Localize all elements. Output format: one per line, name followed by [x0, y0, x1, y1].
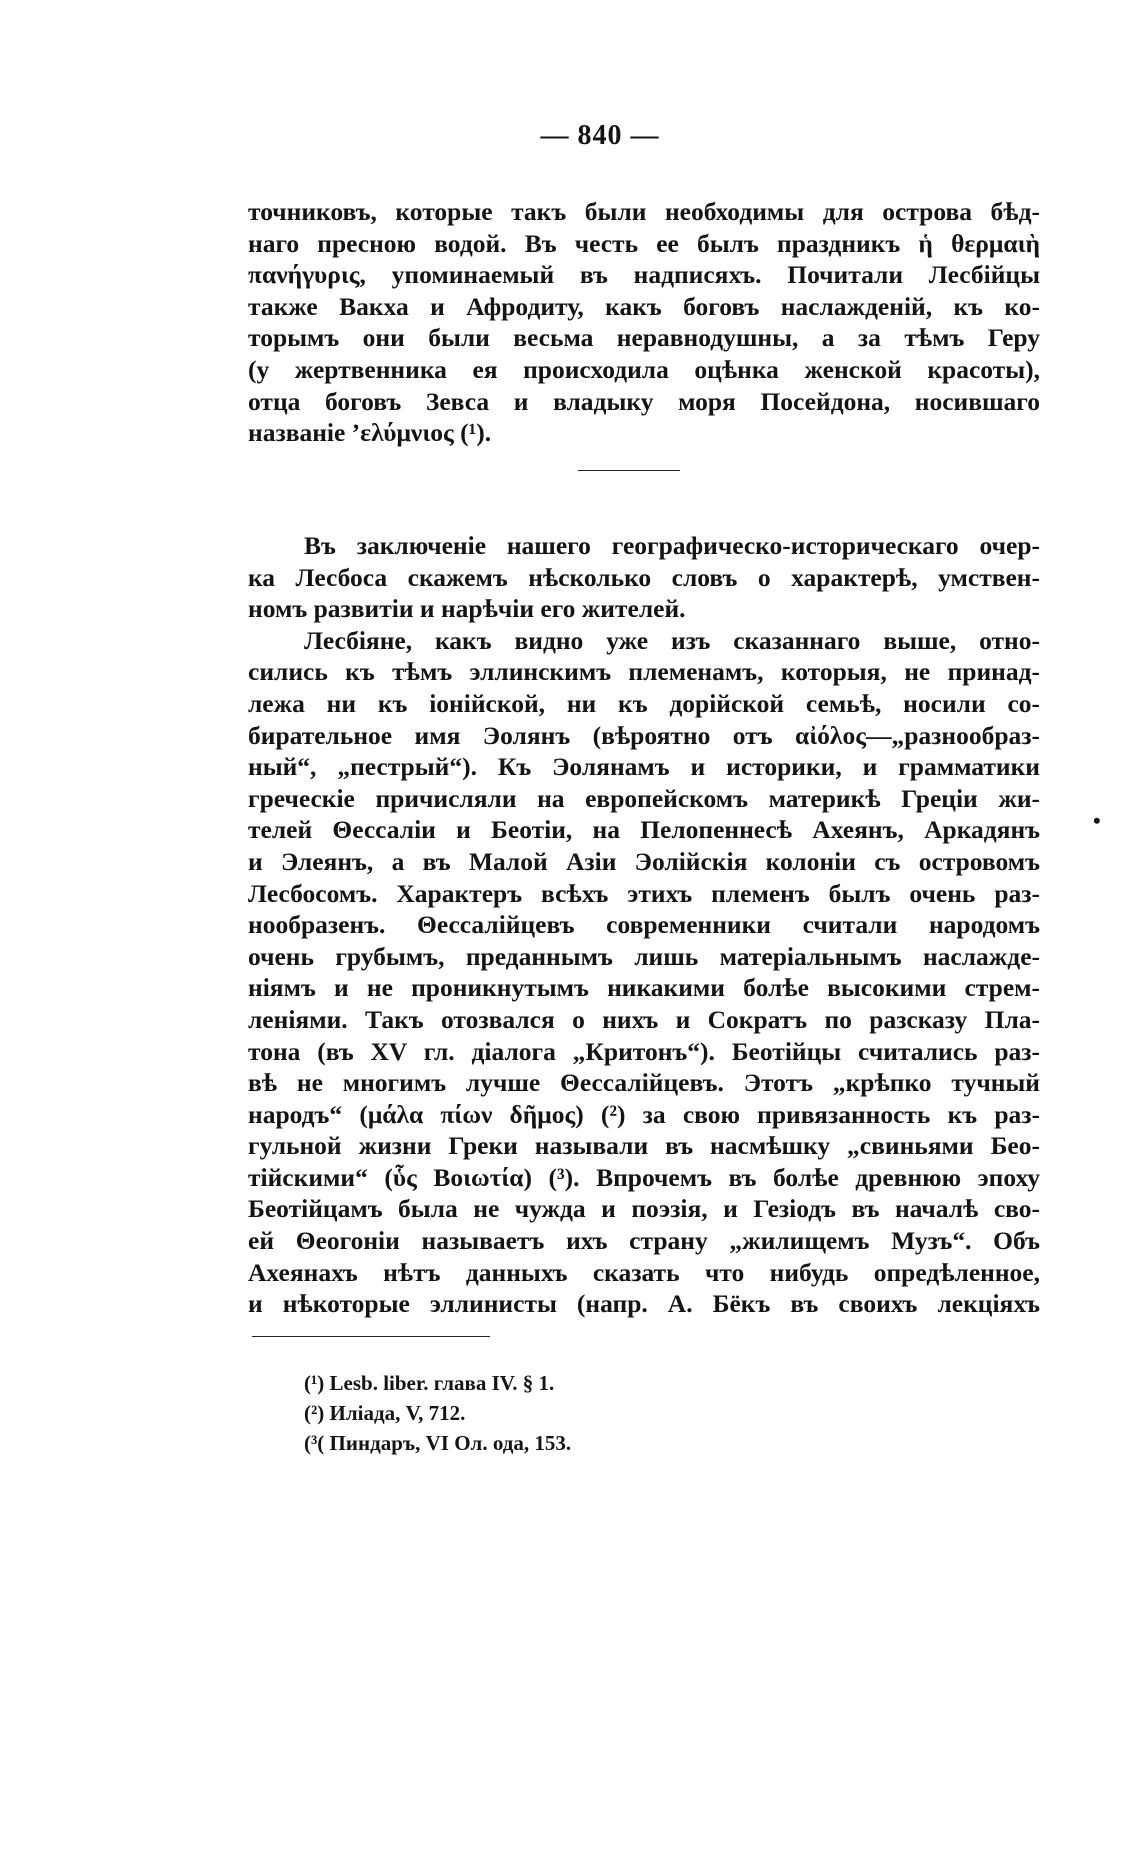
- paragraph-conclusion: [248, 530, 1040, 1320]
- text-line: сились къ тѣмъ эллинскимъ племенамъ, которыя, не принад-: [248, 657, 1040, 687]
- footnote: (²) Иліада, V, 712.: [304, 1401, 466, 1425]
- text-line: лежа ни къ іонійской, ни къ дорійской семьѣ, носили со-: [248, 688, 1040, 718]
- footnote: (¹) Lesb. liber. глава IV. § 1.: [304, 1371, 555, 1395]
- text-line: Лесбосомъ. Характеръ всѣхъ этихъ племенъ былъ очень раз-: [248, 878, 1040, 908]
- text-line: вѣ не многимъ лучше Θессалійцевъ. Этотъ „крѣпко тучный: [248, 1068, 1040, 1098]
- text-line: телей Θессаліи и Беотіи, на Пелопеннесѣ Ахеянъ, Аркадянъ: [248, 815, 1040, 845]
- text-line: торымъ они были весьма неравнодушны, а за тѣмъ Геру: [248, 323, 1040, 353]
- text-line: и нѣкоторые эллинисты (напр. А. Бёкъ въ своихъ лекціяхъ: [248, 1289, 1040, 1319]
- paragraph-continued: [248, 196, 1040, 449]
- text-line: леніями. Такъ отозвался о нихъ и Сократъ по разсказу Пла-: [248, 1004, 1040, 1034]
- section-separator: [578, 470, 680, 471]
- footnote-rule: [252, 1336, 490, 1337]
- footnote: (³( Пиндаръ, VI Ол. ода, 153.: [304, 1431, 572, 1455]
- text-line: ка Лесбоса скажемъ нѣсколько словъ о характерѣ, умствен-: [248, 562, 1040, 592]
- text-line: Беотійцамъ была не чужда и поэзія, и Гезіодъ въ началѣ сво-: [248, 1194, 1040, 1224]
- text-line: (у жертвенника ея происходила оцѣнка женской красоты),: [248, 354, 1040, 384]
- text-line: точниковъ, которые такъ были необходимы для острова бѣд-: [248, 197, 1040, 226]
- text-line: Въ заключеніе нашего географическо-историческаго очер-: [304, 531, 1040, 560]
- text-line: наго пресною водой. Въ честь ее былъ праздникъ ἡ θερμαιὴ: [248, 228, 1040, 258]
- text-line: отца боговъ Зевса и владыку моря Посейдона, носившаго: [248, 386, 1040, 416]
- text-line: также Вакха и Афродиту, какъ боговъ наслажденій, къ ко-: [248, 291, 1040, 321]
- text-line: ніямъ и не проникнутымъ никакими болѣе высокими стрем-: [248, 973, 1040, 1003]
- text-line: бирательное имя Эолянъ (вѣроятно отъ αἰόλος—„разнообраз-: [248, 720, 1040, 750]
- text-line: тійскими“ (ὗς Βοιωτία) (³). Впрочемъ въ болѣе древнюю эпоху: [248, 1162, 1040, 1192]
- text-line: Ахеянахъ нѣтъ данныхъ сказать что нибудь опредѣленное,: [248, 1257, 1040, 1287]
- text-line: ей Θеогоніи называетъ ихъ страну „жилищемъ Музъ“. Объ: [248, 1226, 1040, 1256]
- text-line: названіе ’ελύμνιος (¹).: [248, 418, 492, 448]
- margin-mark: •: [1093, 808, 1101, 833]
- text-line: πανήγυρις, упоминаемый въ надписяхъ. Почитали Лесбійцы: [248, 260, 1040, 290]
- text-line: народъ“ (μάλα πίων δῆμος) (²) за свою привязанность къ раз-: [248, 1099, 1040, 1129]
- text-line: нообразенъ. Θессалійцевъ современники считали народомъ: [248, 910, 1040, 940]
- footnotes: [304, 1368, 571, 1458]
- text-line: Лесбіяне, какъ видно уже изъ сказаннаго выше, отно-: [304, 625, 1040, 655]
- text-line: ный“, „пестрый“). Къ Эолянамъ и историки, и грамматики: [248, 752, 1040, 782]
- page-number: — 840 —: [540, 120, 660, 151]
- text-line: греческіе причисляли на европейскомъ материкѣ Греціи жи-: [248, 783, 1040, 813]
- text-line: номъ развитіи и нарѣчіи его жителей.: [248, 594, 686, 624]
- text-line: очень грубымъ, преданнымъ лишь матеріальнымъ наслажде-: [248, 941, 1040, 971]
- text-line: тона (въ XV гл. діалога „Критонъ“). Беотійцы считались раз-: [248, 1036, 1040, 1066]
- text-line: и Элеянъ, а въ Малой Азіи Эолійскія колоніи съ островомъ: [248, 846, 1040, 876]
- text-line: гульной жизни Греки называли въ насмѣшку „свиньями Бео-: [248, 1131, 1040, 1161]
